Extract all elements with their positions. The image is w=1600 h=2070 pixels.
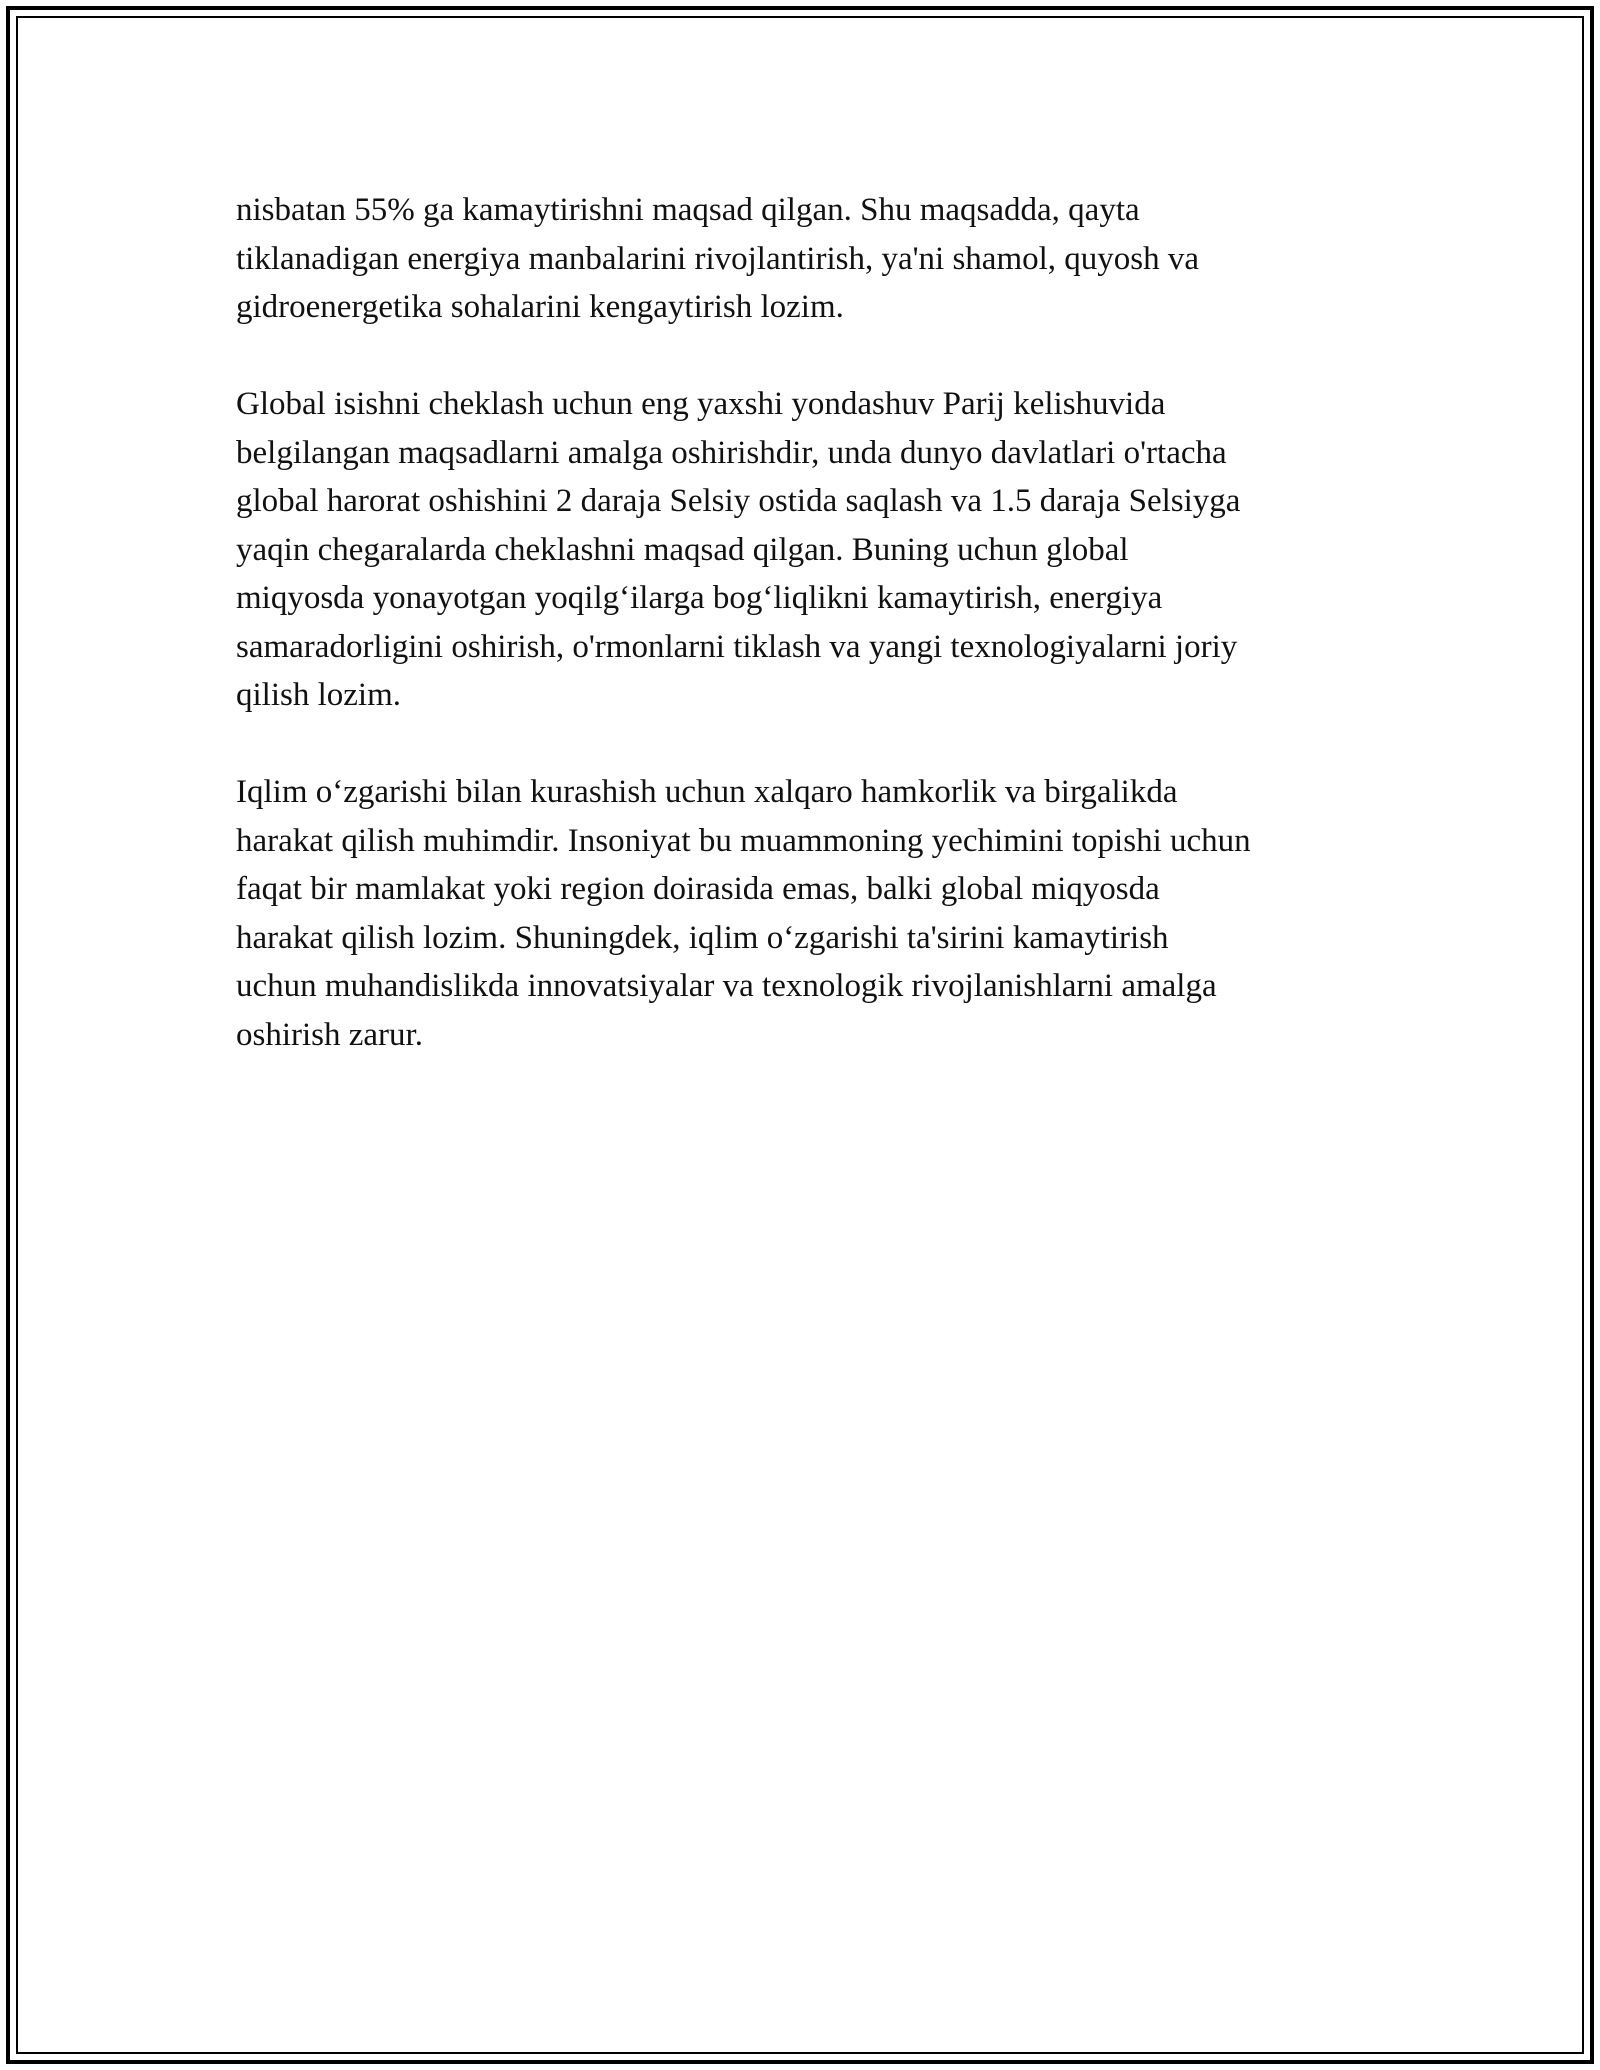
- paragraph-1: nisbatan 55% ga kamaytirishni maqsad qilgan. Shu maqsadda, qayta tiklanadigan energiya manbalarini rivojlantirish, ya'ni shamol, quyosh va gidroenergetika sohalarini kengaytirish lozim.: [236, 192, 1200, 325]
- paragraph-3: Iqlim o‘zgarishi bilan kurashish uchun xalqaro hamkorlik va birgalikda harakat qilish muhimdir. Insoniyat bu muammoning yechimini topishi uchun faqat bir mamlakat yoki region doirasida emas, balki global miqyosda harakat qilish lozim. Shuningdek, iqlim o‘zgarishi ta'sirini kamaytirish uchun muhandislikda innovatsiyalar va texnologik rivojlanishlarni amalga oshirish zarur.: [236, 774, 1251, 1053]
- document-body: [236, 186, 1386, 1108]
- paragraph-2: Global isishni cheklash uchun eng yaxshi yondashuv Parij kelishuvida belgilangan maqsadlarni amalga oshirishdir, unda dunyo davlatlari o'rtacha global harorat oshishini 2 daraja Selsiy ostida saqlash va 1.5 daraja Selsiyga yaqin chegaralarda cheklashni maqsad qilgan. Buning uchun global miqyosda yonayotgan yoqilg‘ilarga bog‘liqlikni kamaytirish, energiya samaradorligini oshirish, o'rmonlarni tiklash va yangi texnologiyalarni joriy qilish lozim.: [236, 386, 1241, 713]
